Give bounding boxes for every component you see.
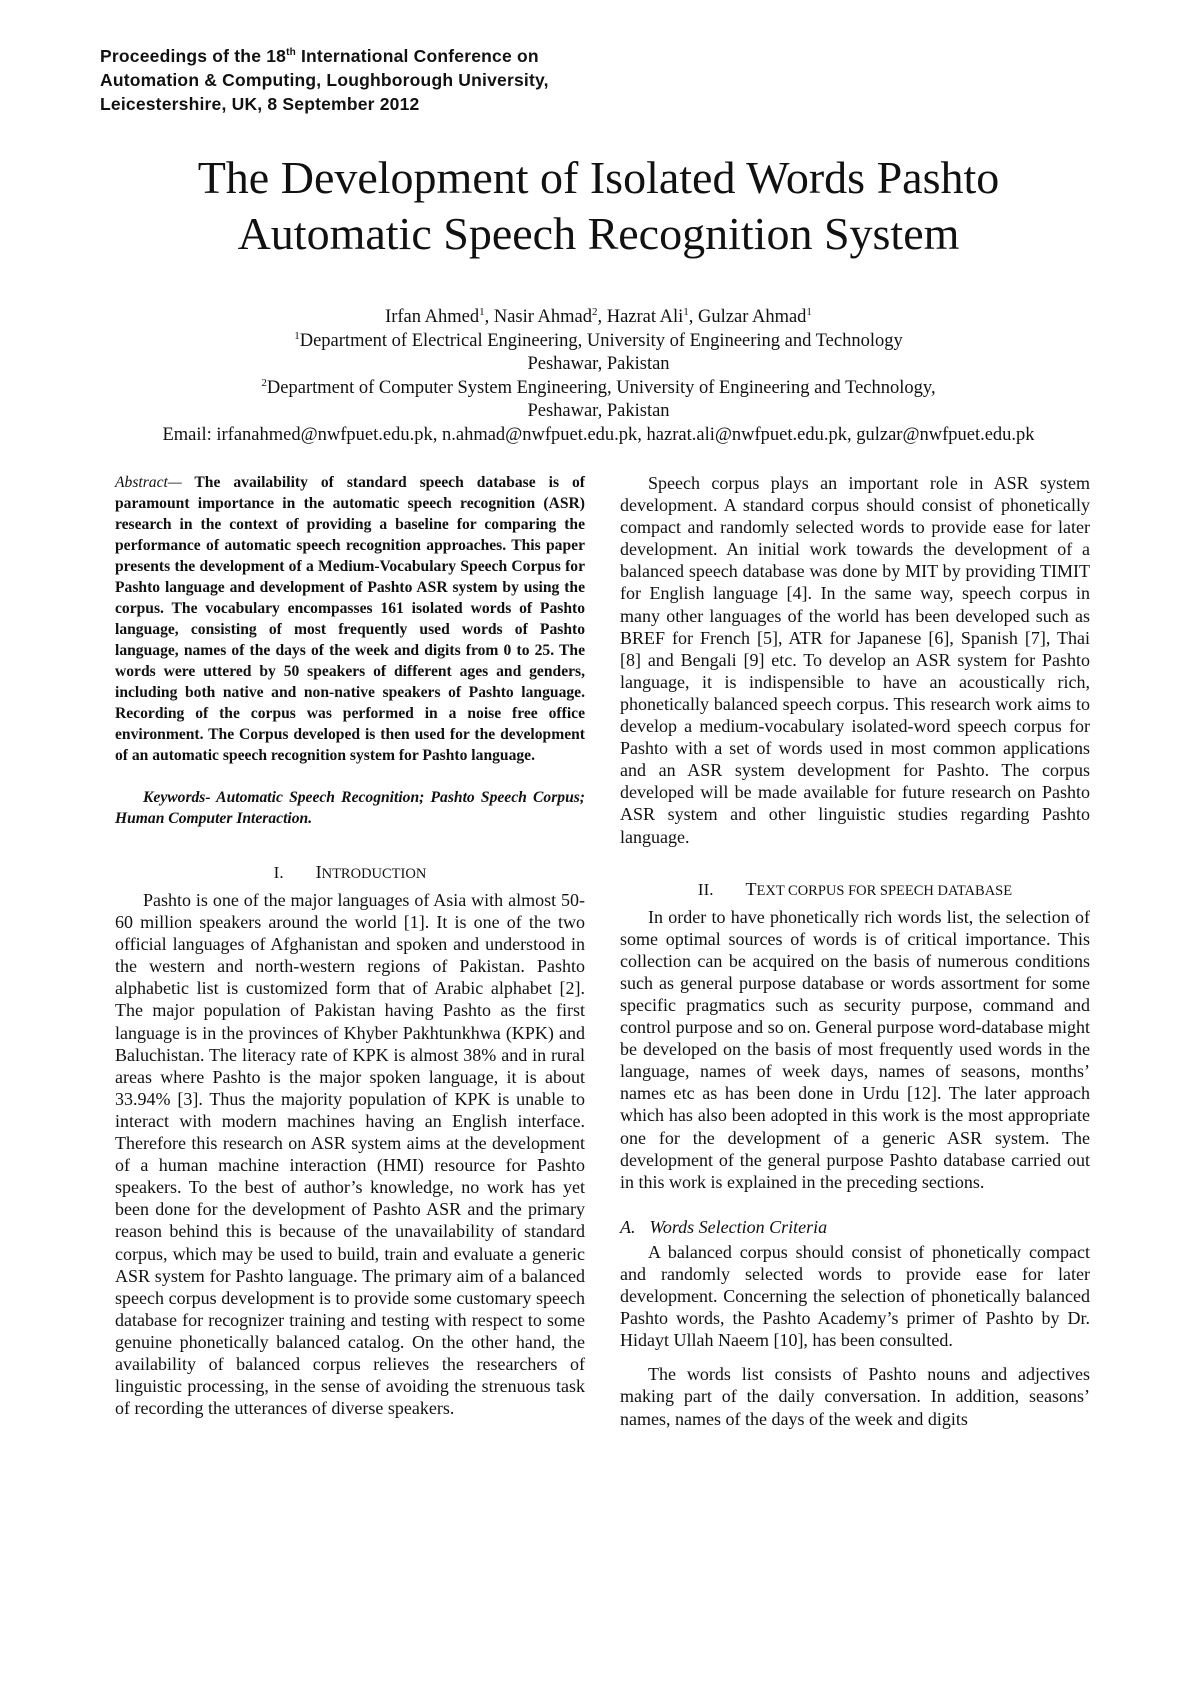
paper-title [0, 150, 1197, 262]
author-block [0, 306, 1197, 447]
author-4-affiliation-mark: 1 [806, 305, 812, 318]
affiliation-1-city: Peshawar, Pakistan [527, 354, 670, 374]
subsection-a-title: Words Selection Criteria [649, 1216, 828, 1237]
affiliation-1-mark: 1 [294, 329, 300, 342]
title-line-2: Automatic Speech Recognition System [237, 208, 960, 259]
section-2-title-initial: T [745, 878, 757, 899]
subsection-a-paragraph-2: The words list consists of Pashto nouns and adjectives making part of the daily conversation. In addition, seasons’ names, names of the days of the week and digits [620, 1364, 1090, 1429]
ordinal-superscript: th [286, 47, 296, 59]
subsection-a-paragraph-1: A balanced corpus should consist of phonetically compact and randomly selected words to provide ease for later development. Concerning the selection of phonetically balanced Pashto words, the Pashto Academy’s primer of Pashto by Dr. Hidayt Ullah Naeem [10], has been consulted. [620, 1241, 1090, 1351]
author-names [0, 306, 1197, 330]
author-1-affiliation-mark: 1 [479, 305, 485, 318]
abstract [115, 472, 585, 766]
author-4: , Gulzar Ahmad [688, 307, 807, 327]
section-2-number: II. [697, 879, 714, 899]
author-emails: Email: irfanahmed@nwfpuet.edu.pk, n.ahmad@nwfpuet.edu.pk, hazrat.ali@nwfpuet.edu.pk, gulzar@nwfpuet.edu.pk [162, 424, 1035, 445]
abstract-label: Abstract— [115, 474, 182, 491]
section-2-title: EXT CORPUS FOR SPEECH DATABASE [756, 882, 1013, 899]
section-1-title-initial: I [315, 862, 322, 882]
author-1: Irfan Ahmed [385, 307, 480, 327]
keywords: Keywords- Automatic Speech Recognition; Pashto Speech Corpus; Human Computer Interaction. [115, 789, 585, 827]
conference-line-1 [100, 44, 660, 68]
affiliation-1-text: Department of Electrical Engineering, University of Engineering and Technology [299, 330, 903, 351]
affiliation-2 [0, 377, 1197, 401]
author-3-affiliation-mark: 1 [683, 305, 689, 318]
author-2-affiliation-mark: 2 [591, 305, 598, 318]
section-1-title: NTRODUCTION [321, 866, 427, 882]
affiliation-2-text: Department of Computer System Engineering, University of Engineering and Technology, [266, 377, 936, 398]
title-line-1: The Development of Isolated Words Pashto [197, 152, 1000, 203]
section-2-heading [620, 878, 1090, 902]
section-1-number: I. [273, 863, 284, 882]
conference-line-1-text: Proceedings of the 18 [100, 46, 287, 66]
author-2: , Nasir Ahmad [484, 307, 592, 327]
affiliation-1 [0, 330, 1197, 354]
author-3: , Hazrat Ali [597, 307, 684, 327]
affiliation-2-city: Peshawar, Pakistan [527, 401, 670, 421]
conference-line-2: Automation & Computing, Loughborough University, [100, 70, 549, 90]
right-column [620, 472, 1090, 1430]
abstract-text: The availability of standard speech database is of paramount importance in the automatic speech recognition (ASR) research in the context of providing a baseline for comparing the performance of automatic speech recognition approaches. This paper presents the development of a Medium-Vocabulary Speech Corpus for Pashto language and development of Pashto ASR system by using the corpus. The vocabulary encompasses 161 isolated words of Pashto language, consisting of most frequently used words of Pashto language, names of the days of the week and digits from 0 to 25. The words were uttered by 50 speakers of different ages and genders, including both native and non-native speakers of Pashto language. Recording of the corpus was performed in a noise free office environment. The Corpus developed is then used for the development of an automatic speech recognition system for Pashto language. [115, 474, 585, 764]
left-column [115, 472, 585, 1419]
section-2-paragraph: In order to have phonetically rich words list, the selection of some optimal sources of words is of critical importance. This collection can be acquired on the basis of numerous conditions such as general purpose database or words assortment for some specific pragmatics such as security purpose, command and control purpose and so on. General purpose word-database might be developed on the basis of most frequently used words in the language, names of week days, names of seasons, months’ names etc as has been done in Urdu [12]. The later approach which has also been adopted in this work is the most appropriate one for the development of a generic ASR system. The development of the general purpose Pashto database carried out in this work is explained in the preceding sections. [620, 906, 1090, 1192]
section-1-paragraph: Pashto is one of the major languages of Asia with almost 50-60 million speakers around the world [1]. It is one of the two official languages of Afghanistan and spoken and understood in the western and north-western regions of Pakistan. Pashto alphabetic list is customized form that of Arabic alphabet [2]. The major population of Pakistan having Pashto as the first language is in the provinces of Khyber Pakhtunkhwa (KPK) and Baluchistan. The literacy rate of KPK is almost 38% and in rural areas where Pashto is the major spoken language, it is about 33.94% [3]. Thus the majority population of KPK is unable to interact with modern machines having an English interface. Therefore this research on ASR system aims at the development of a human machine interaction (HMI) resource for Pashto speakers. To the best of author’s knowledge, no work has yet been done for the development of Pashto ASR and the primary reason behind this is because of the unavailability of standard corpus, which may be used to build, train and evaluate a generic ASR system for Pashto language. The primary aim of a balanced speech corpus development is to provide some customary speech database for recognizer training and testing with respect to some genuine phonetically balanced catalog. On the other hand, the availability of balanced corpus relieves the researchers of linguistic processing, in the sense of avoiding the strenuous task of recording the utterances of diverse speakers. [115, 890, 585, 1419]
intro-continued-paragraph: Speech corpus plays an important role in ASR system development. A standard corpus should consist of phonetically compact and randomly selected words to provide ease for later development. An initial work towards the development of a balanced speech database was done by MIT by providing TIMIT for English language [4]. In the same way, speech corpus in many other languages of the world has been developed such as BREF for French [5], ATR for Japanese [6], Spanish [7], Thai [8] and Bengali [9] etc. To develop an ASR system for Pashto language, it is indispensible to have an acoustically rich, phonetically balanced speech corpus. This research work aims to develop a medium-vocabulary isolated-word speech corpus for Pashto with a set of words used in most common applications and an ASR system development for Pashto. The corpus developed will be made available for future research on Pashto ASR system and other linguistic studies regarding Pashto language. [620, 473, 1090, 847]
conference-line-1-rest: International Conference on [295, 46, 539, 66]
subsection-a-heading [620, 1216, 1090, 1238]
section-1-heading [115, 861, 585, 885]
conference-line-3: Leicestershire, UK, 8 September 2012 [100, 94, 420, 114]
conference-header [100, 44, 660, 116]
subsection-a-number: A. [620, 1216, 636, 1237]
affiliation-2-mark: 2 [261, 376, 267, 389]
